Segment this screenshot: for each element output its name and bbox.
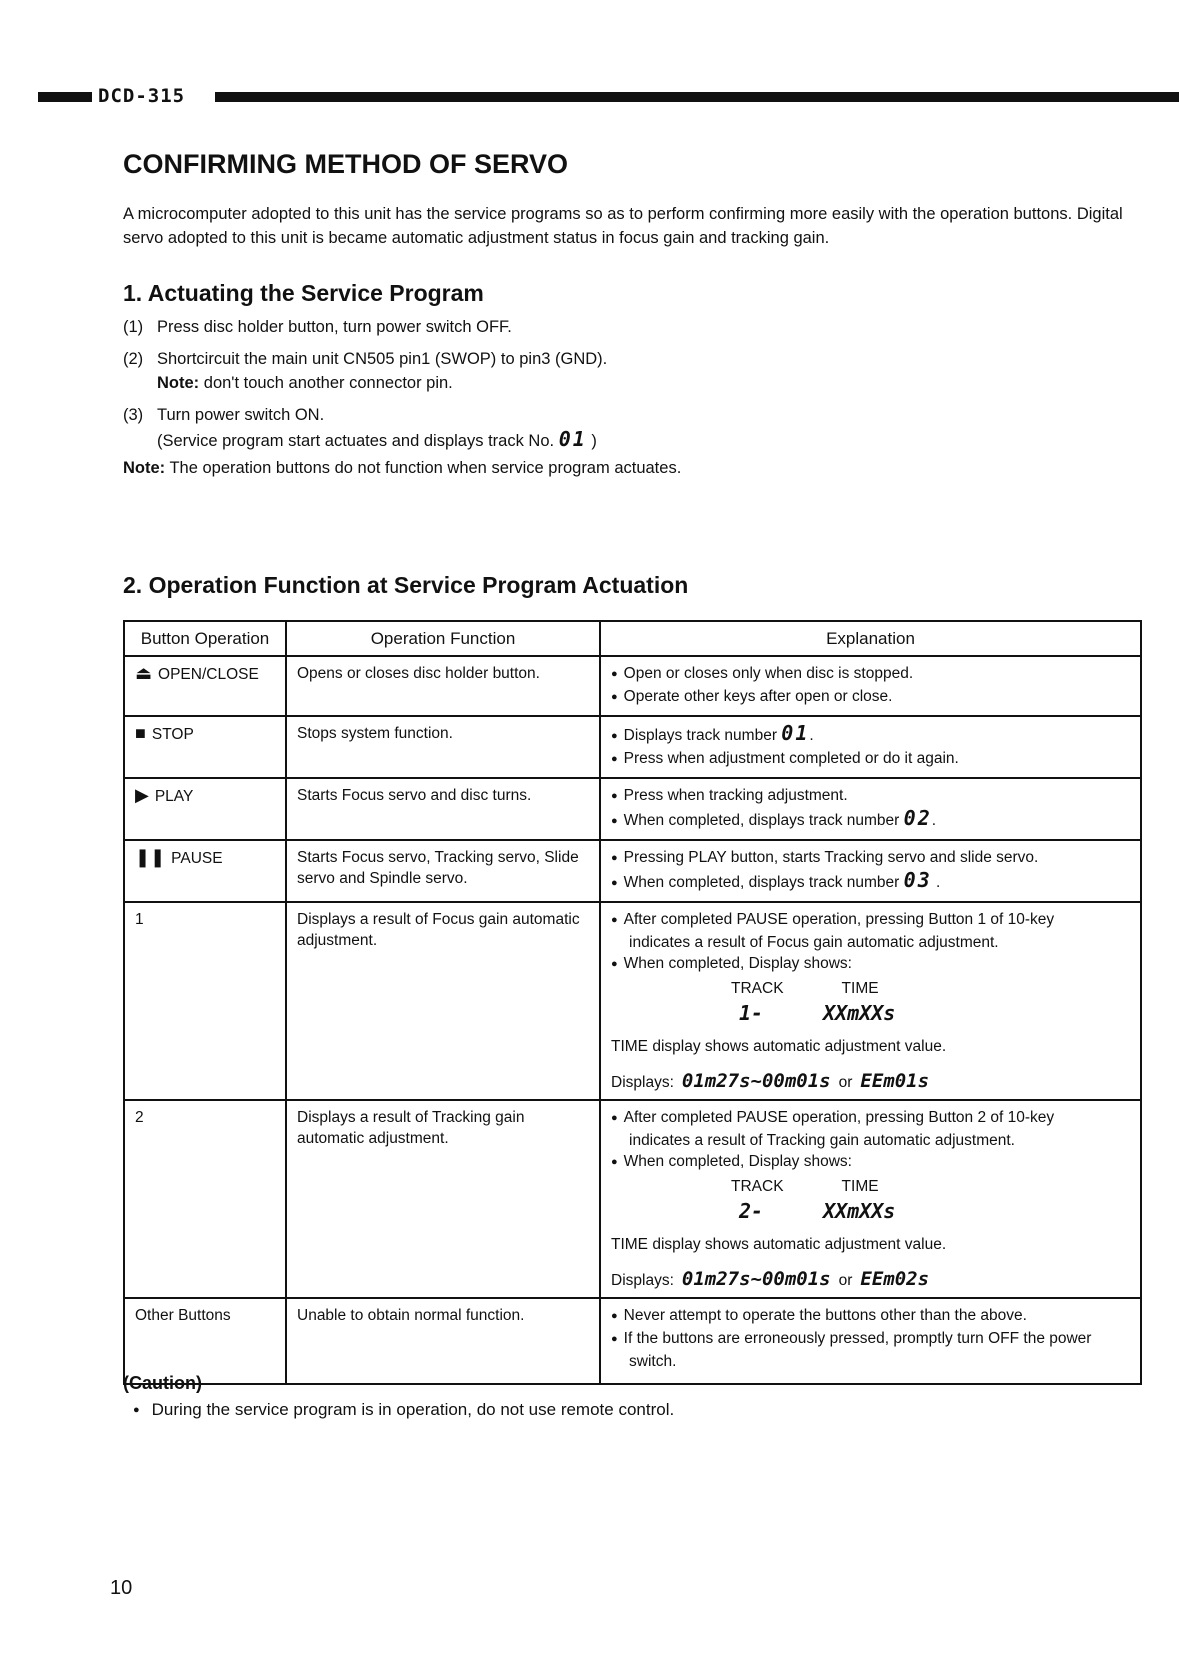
track-label: TRACK (731, 980, 784, 997)
bullet-text: Displays track number (623, 727, 777, 744)
column-header-button: Button Operation (124, 621, 286, 656)
step-sub-suffix: ) (591, 432, 597, 450)
display-labels (611, 1176, 1130, 1197)
stop-icon: ■ (135, 723, 146, 743)
explanation-cell (600, 656, 1141, 716)
explanation-cell (600, 1100, 1141, 1298)
bullet-text: When completed, displays track number (623, 812, 900, 829)
explanation-cell (600, 840, 1141, 902)
play-icon: ▶ (135, 785, 149, 805)
time-value: XXmXXs (823, 1001, 896, 1025)
displays-label: Displays: (611, 1074, 674, 1091)
column-header-explanation: Explanation (600, 621, 1141, 656)
bullet: ● Operate other keys after open or close. (611, 686, 1130, 709)
bullet: ● Never attempt to operate the buttons other than the above. (611, 1305, 1130, 1328)
display-values (611, 1003, 1130, 1024)
bullet-text: When completed, displays track number (623, 874, 900, 891)
function-cell: Unable to obtain normal function. (286, 1298, 600, 1384)
explanation-cell (600, 778, 1141, 840)
button-label: STOP (151, 726, 194, 743)
operation-table (123, 620, 1142, 1385)
button-cell (124, 840, 286, 902)
intro-line-1: A microcomputer adopted to this unit has the service programs so as to perform confirming more easily with the operation buttons. (123, 205, 1073, 223)
track-value: 1- (739, 1001, 764, 1025)
track-display: 01 (558, 427, 587, 451)
bullet: ● If the buttons are erroneously pressed, promptly turn OFF the power (611, 1328, 1130, 1351)
bullet: ● Press when adjustment completed or do it again. (611, 748, 1130, 771)
table-row (124, 902, 1141, 1100)
table-row (124, 1100, 1141, 1298)
bullet: ● After completed PAUSE operation, pressing Button 2 of 10-key (611, 1107, 1130, 1130)
page-title: CONFIRMING METHOD OF SERVO (123, 149, 569, 179)
explanation-cell (600, 716, 1141, 778)
bullet-continuation: switch. (629, 1353, 677, 1370)
displays-label: Displays: (611, 1272, 674, 1289)
step-sub-text: (Service program start actuates and displays track No. (157, 432, 555, 450)
or-label: or (838, 1074, 853, 1091)
explanation-cell (600, 902, 1141, 1100)
header-bar-right (215, 92, 1179, 102)
step-text: Shortcircuit the main unit CN505 pin1 (SWOP) to pin3 (GND). (157, 350, 608, 368)
bullet: ● When completed, Display shows: (611, 953, 1130, 976)
bullet-continuation: indicates a result of Focus gain automatic adjustment. (629, 934, 999, 951)
displays-line (611, 1071, 1130, 1093)
function-cell: Starts Focus servo, Tracking servo, Slide servo and Spindle servo. (286, 840, 600, 902)
explanation-cell (600, 1298, 1141, 1384)
function-cell: Displays a result of Tracking gain automatic adjustment. (286, 1100, 600, 1298)
time-value: XXmXXs (823, 1199, 896, 1223)
function-cell: Displays a result of Focus gain automatic adjustment. (286, 902, 600, 1100)
time-note: TIME display shows automatic adjustment value. (611, 1236, 947, 1253)
track-display: 01 (781, 721, 810, 745)
column-header-function: Operation Function (286, 621, 600, 656)
step-3 (123, 403, 597, 453)
track-label: TRACK (731, 1178, 784, 1195)
step-2 (123, 347, 607, 395)
section-2-heading: 2. Operation Function at Service Program Actuation (123, 572, 689, 598)
bullet: ● Open or closes only when disc is stopped. (611, 663, 1130, 686)
bullet: ● When completed, displays track number 03 . (611, 870, 1130, 895)
step-1 (123, 315, 512, 339)
caution-heading: (Caution) (123, 1373, 202, 1393)
button-label: OPEN/CLOSE (158, 666, 259, 683)
track-display: 02 (903, 806, 932, 830)
note-text: The operation buttons do not function when service program actuates. (169, 459, 682, 477)
display-values (611, 1201, 1130, 1222)
time-note: TIME display shows automatic adjustment value. (611, 1038, 947, 1055)
intro-line-2: Digital servo adopted to this unit is became automatic adjustment status in focus gain and tracking gain. (123, 205, 1123, 247)
caution-text: ● During the service program is in operation, do not use remote control. (133, 1400, 674, 1420)
displays-range: 01m27s~00m01s (681, 1070, 831, 1092)
or-label: or (838, 1272, 853, 1289)
button-cell (124, 716, 286, 778)
bullet: ● After completed PAUSE operation, pressing Button 1 of 10-key (611, 909, 1130, 932)
page-number: 10 (110, 1577, 133, 1599)
intro-paragraph (123, 202, 1153, 250)
step-text: Turn power switch ON. (157, 406, 325, 424)
note-text: don't touch another connector pin. (203, 374, 453, 392)
header-bar-left (38, 92, 92, 102)
displays-line (611, 1269, 1130, 1291)
step-text: Press disc holder button, turn power switch OFF. (157, 318, 512, 336)
pause-icon: ❚❚ (135, 847, 166, 867)
track-value: 2- (739, 1199, 764, 1223)
section-1-heading: 1. Actuating the Service Program (123, 280, 484, 306)
note-label: Note: (123, 459, 166, 477)
table-row (124, 840, 1141, 902)
function-cell: Opens or closes disc holder button. (286, 656, 600, 716)
track-display: 03 (903, 868, 932, 892)
bullet: ● Pressing PLAY button, starts Tracking servo and slide servo. (611, 847, 1130, 870)
button-cell (124, 778, 286, 840)
button-cell: Other Buttons (124, 1298, 286, 1384)
step-number: (3) (123, 406, 144, 424)
step-number: (2) (123, 350, 144, 368)
table-row (124, 1298, 1141, 1384)
display-labels (611, 978, 1130, 999)
table-row (124, 778, 1141, 840)
table-header-row (124, 621, 1141, 656)
bullet: ● Press when tracking adjustment. (611, 785, 1130, 808)
button-cell: 2 (124, 1100, 286, 1298)
step-number: (1) (123, 318, 144, 336)
note-label: Note: (157, 374, 200, 392)
button-cell: 1 (124, 902, 286, 1100)
error-display: EEm02s (860, 1268, 930, 1290)
error-display: EEm01s (860, 1070, 930, 1092)
bullet: ● Displays track number 01. (611, 723, 1130, 748)
button-cell (124, 656, 286, 716)
time-label: TIME (841, 980, 879, 997)
model-name: DCD-315 (98, 85, 186, 107)
button-label: PLAY (154, 788, 194, 805)
time-label: TIME (841, 1178, 879, 1195)
displays-range: 01m27s~00m01s (681, 1268, 831, 1290)
bullet: ● When completed, Display shows: (611, 1151, 1130, 1174)
function-cell: Stops system function. (286, 716, 600, 778)
bullet: ● When completed, displays track number 02. (611, 808, 1130, 833)
table-row (124, 716, 1141, 778)
section-1-note (123, 456, 681, 480)
bullet-continuation: indicates a result of Tracking gain automatic adjustment. (629, 1132, 1015, 1149)
function-cell: Starts Focus servo and disc turns. (286, 778, 600, 840)
eject-icon: ⏏ (135, 663, 153, 683)
table-row (124, 656, 1141, 716)
button-label: PAUSE (171, 850, 223, 867)
